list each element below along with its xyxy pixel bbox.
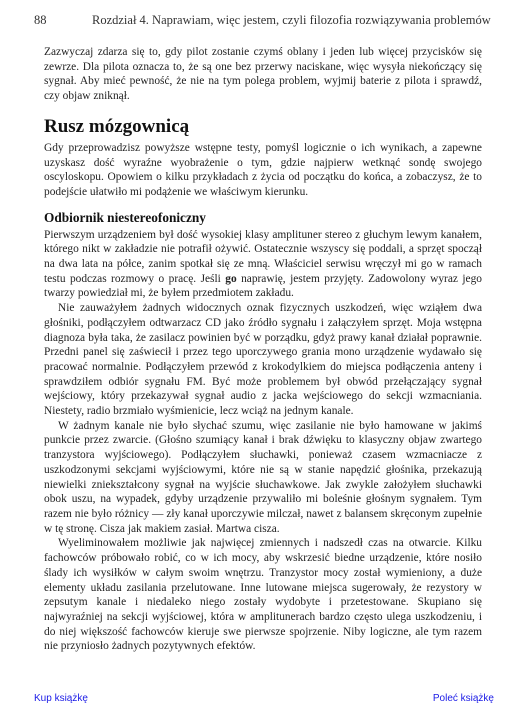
running-header-title: Rozdział 4. Naprawiam, więc jestem, czyli filozofia rozwiązywania problemów bbox=[92, 13, 491, 27]
recommend-book-link[interactable]: Poleć książkę bbox=[432, 693, 494, 704]
bold-emphasis: go bbox=[225, 272, 237, 285]
section-heading: Rusz mózgownicą bbox=[44, 115, 190, 137]
subsection-paragraph-1 bbox=[44, 228, 482, 302]
paragraph-text: naprawię, jestem przyjęty. Zadowolony wyraz jego twarzy powiedział mi, że byłem przedmiotem zakładu. bbox=[44, 272, 482, 300]
page-header bbox=[34, 12, 494, 28]
intro-paragraph: Zazwyczaj zdarza się to, gdy pilot zostanie czymś oblany i jeden lub więcej przycisków się zewrze. Dla pilota oznacza to, że są one bez przerwy naciskane, więc wysyła niekończący się sygnał. Aby mieć pewność, że nie na tym polega problem, wyjmij baterie z pilota i sprawdź, czy objaw zniknął. bbox=[44, 46, 482, 103]
section-paragraph: Gdy przeprowadzisz powyższe wstępne testy, pomyśl logicznie o ich wynikach, a zapewne uzyskasz dość wyraźne wyobrażenie o tym, gdzie najpierw wetknąć sondę swojego oscyloskopu. Opowiem o kilku przykładach z życia od początku do końca, a zobaczysz, że to podejście ułatwiło mi podążenie we właściwym kierunku. bbox=[44, 141, 482, 198]
paragraph-text: Pierwszym urządzeniem był dość wysokiej klasy amplituner stereo z głuchym lewym kanałem, którego nikt w zakładzie nie potrafił ożywić. Ostatecznie wszyscy się poddali, a sprzęt spoczął na dwa lata na półce, zanim spotkał się ze mną. Właściciel serwisu wręczył mi go w ramach testu podczas rozmowy o pracę. Jeśli bbox=[44, 228, 482, 285]
page-footer bbox=[34, 692, 494, 706]
buy-book-link[interactable]: Kup książkę bbox=[34, 693, 88, 704]
subsection-paragraph-2: Nie zauważyłem żadnych widocznych oznak fizycznych uszkodzeń, więc wziąłem dwa głośniki, podłączyłem odtwarzacz CD jako źródło sygnału i załączyłem sprzęt. Moja wstępna diagnoza była taka, że zasilacz powinien być w porządku, gdyż prawy kanał działał poprawnie. Przedni panel się zaświecił i przez tego uporczywego grania mono urządzenie wydawało się pracować normalnie. Podłączyłem przewód z krokodylkiem do miejsca podłączenia anteny i sprawdziłem odbiór sygnału FM. Być może problemem był obwód przełączający sygnał wejściowy, który przekazywał sygnał audio z jacka wejściowego do sekcji wzmacniania. Niestety, radio brzmiało wyśmienicie, lecz wciąż na jednym kanale. bbox=[44, 302, 482, 418]
subsection-paragraph-3: W żadnym kanale nie było słychać szumu, więc zasilanie nie było hamowane w jakimś punkcie przez zwarcie. (Głośno szumiący kanał i brak dźwięku to klasyczny objaw zwartego tranzystora wyjściowego). Podłączyłem słuchawki, ponieważ czasem wzmacniacze z uszkodzonymi sekcjami wyjściowymi, które nie są w stanie napędzić głośnika, przekazują niewielki zniekształcony sygnał na wyjście słuchawkowe. Jak zwykle założyłem słuchawki obok uszu, na wypadek, gdyby urządzenie przywaliło mi boleśnie głośnym sygnałem. Tym razem nie było różnicy — zły kanał uporczywie milczał, nawet z balansem skręconym zupełnie w tę stronę. Cisza jak makiem zasiał. Martwa cisza. bbox=[44, 419, 482, 535]
subsection-paragraph-4: Wyeliminowałem możliwie jak najwięcej zmiennych i nadszedł czas na otwarcie. Kilku fachowców próbowało robić, co w ich mocy, aby wskrzesić biedne urządzenie, które nosiło ślady ich wysiłków w całym swoim wnętrzu. Tranzystor mocy został wymieniony, a duże elementy układu zasilania przelutowane. Inne lutowane miejsca sugerowały, że rezystory w zepsutym kanale i niedaleko niego zostały wydobyte i przetestowane. Skupiano się najwyraźniej na sekcji wyjściowej, która w amplitunerach bardzo często ulega uszkodzeniu, i do niej większość fachowców kieruje swe pierwsze spojrzenie. Niby logiczne, ale tym razem nie przyniosło żadnych pozytywnych efektów. bbox=[44, 537, 482, 653]
subsection-heading: Odbiornik niestereofoniczny bbox=[44, 209, 206, 225]
page-number: 88 bbox=[34, 13, 47, 27]
page-content bbox=[44, 45, 482, 654]
